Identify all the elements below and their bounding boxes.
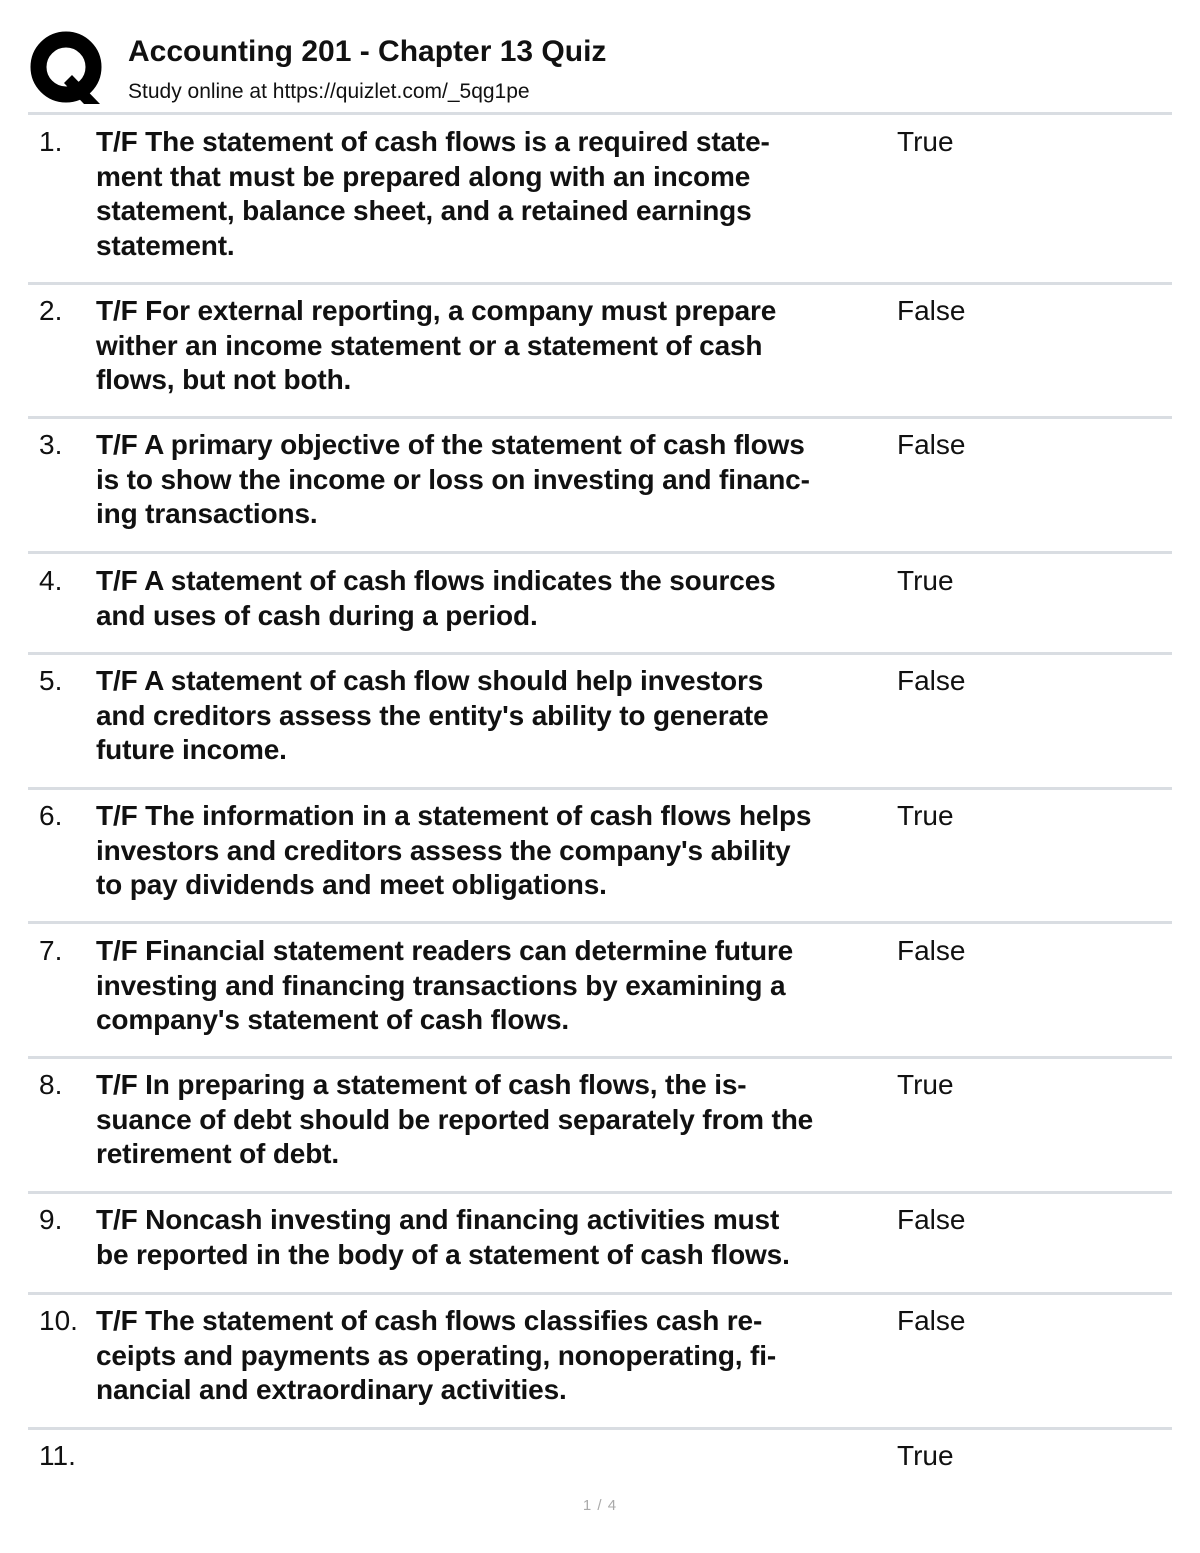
question-line: wither an income statement or a statement of cash	[96, 329, 763, 361]
question-text	[96, 664, 896, 768]
question-number: 5.	[39, 665, 63, 696]
question-line: to pay dividends and meet obligations.	[96, 869, 607, 900]
question-text	[96, 564, 896, 633]
answer-text: True	[897, 800, 954, 831]
question-line: statement, balance sheet, and a retained earnings	[96, 195, 752, 226]
question-text	[96, 1203, 896, 1272]
item-divider	[28, 1056, 1172, 1059]
item-divider	[28, 282, 1172, 285]
question-line: T/F Noncash investing and financing activities must	[96, 1204, 780, 1235]
question-line: ceipts and payments as operating, nonoperating, fi-	[96, 1339, 777, 1371]
answer-text: False	[897, 1204, 966, 1235]
question-line: statement.	[96, 229, 235, 261]
question-line: T/F A statement of cash flows indicates the sources	[96, 565, 776, 596]
item-divider	[28, 1427, 1172, 1430]
item-divider	[28, 787, 1172, 790]
question-line: retirement of debt.	[96, 1138, 339, 1169]
page-title: Accounting 201 - Chapter 13 Quiz	[128, 35, 607, 68]
question-text	[96, 428, 896, 532]
question-line: T/F For external reporting, a company must prepare	[96, 295, 777, 326]
question-line: ment that must be prepared along with an income	[96, 160, 751, 192]
question-number: 10.	[39, 1305, 78, 1336]
question-number: 1.	[39, 126, 63, 157]
question-line: T/F The statement of cash flows classifies cash re-	[96, 1305, 763, 1336]
question-line: T/F A statement of cash flow should help investors	[96, 665, 764, 696]
page-subtitle: Study online at https://quizlet.com/_5qg1pe	[128, 80, 530, 103]
question-text	[96, 1304, 896, 1408]
answer-text: True	[897, 565, 954, 596]
question-line: is to show the income or loss on investing and financ-	[96, 463, 810, 495]
question-line: investors and creditors assess the company's ability	[96, 834, 791, 866]
item-divider	[28, 921, 1172, 924]
question-number: 4.	[39, 565, 63, 596]
page-number: 1 / 4	[582, 1497, 618, 1514]
question-line: and creditors assess the entity's ability to generate	[96, 699, 769, 731]
answer-text: False	[897, 429, 966, 460]
header-divider	[28, 112, 1172, 115]
question-text	[96, 125, 896, 263]
item-divider	[28, 1191, 1172, 1194]
item-divider	[28, 652, 1172, 655]
question-number: 8.	[39, 1069, 63, 1100]
question-line: investing and financing transactions by examining a	[96, 969, 786, 1001]
question-line: nancial and extraordinary activities.	[96, 1374, 567, 1405]
answer-text: True	[897, 1440, 954, 1471]
quizlet-q-logo-icon	[30, 30, 106, 106]
question-line: T/F In preparing a statement of cash flows, the is-	[96, 1069, 747, 1100]
question-line: suance of debt should be reported separately from the	[96, 1103, 814, 1135]
item-divider	[28, 551, 1172, 554]
question-line: be reported in the body of a statement of cash flows.	[96, 1238, 790, 1270]
question-line: ing transactions.	[96, 498, 318, 529]
answer-text: False	[897, 1305, 966, 1336]
question-line: company's statement of cash flows.	[96, 1004, 570, 1035]
answer-text: True	[897, 1069, 954, 1100]
answer-text: False	[897, 665, 966, 696]
question-number: 3.	[39, 429, 63, 460]
question-text	[96, 799, 896, 903]
question-number: 9.	[39, 1204, 63, 1235]
question-line: T/F Financial statement readers can determine future	[96, 935, 794, 966]
question-text	[96, 934, 896, 1038]
question-number: 2.	[39, 295, 63, 326]
question-text	[96, 1068, 896, 1172]
item-divider	[28, 416, 1172, 419]
question-text	[96, 294, 896, 398]
question-line: T/F The information in a statement of cash flows helps	[96, 800, 812, 831]
page-header	[0, 0, 1200, 114]
question-number: 7.	[39, 935, 63, 966]
question-line: T/F A primary objective of the statement of cash flows	[96, 429, 805, 460]
question-line: T/F The statement of cash flows is a required state-	[96, 126, 770, 157]
answer-text: False	[897, 295, 966, 326]
answer-text: False	[897, 935, 966, 966]
question-line: flows, but not both.	[96, 364, 352, 395]
item-divider	[28, 1292, 1172, 1295]
question-number: 11.	[39, 1440, 76, 1471]
question-number: 6.	[39, 800, 63, 831]
question-line: and uses of cash during a period.	[96, 599, 538, 631]
answer-text: True	[897, 126, 954, 157]
question-line: future income.	[96, 734, 287, 765]
